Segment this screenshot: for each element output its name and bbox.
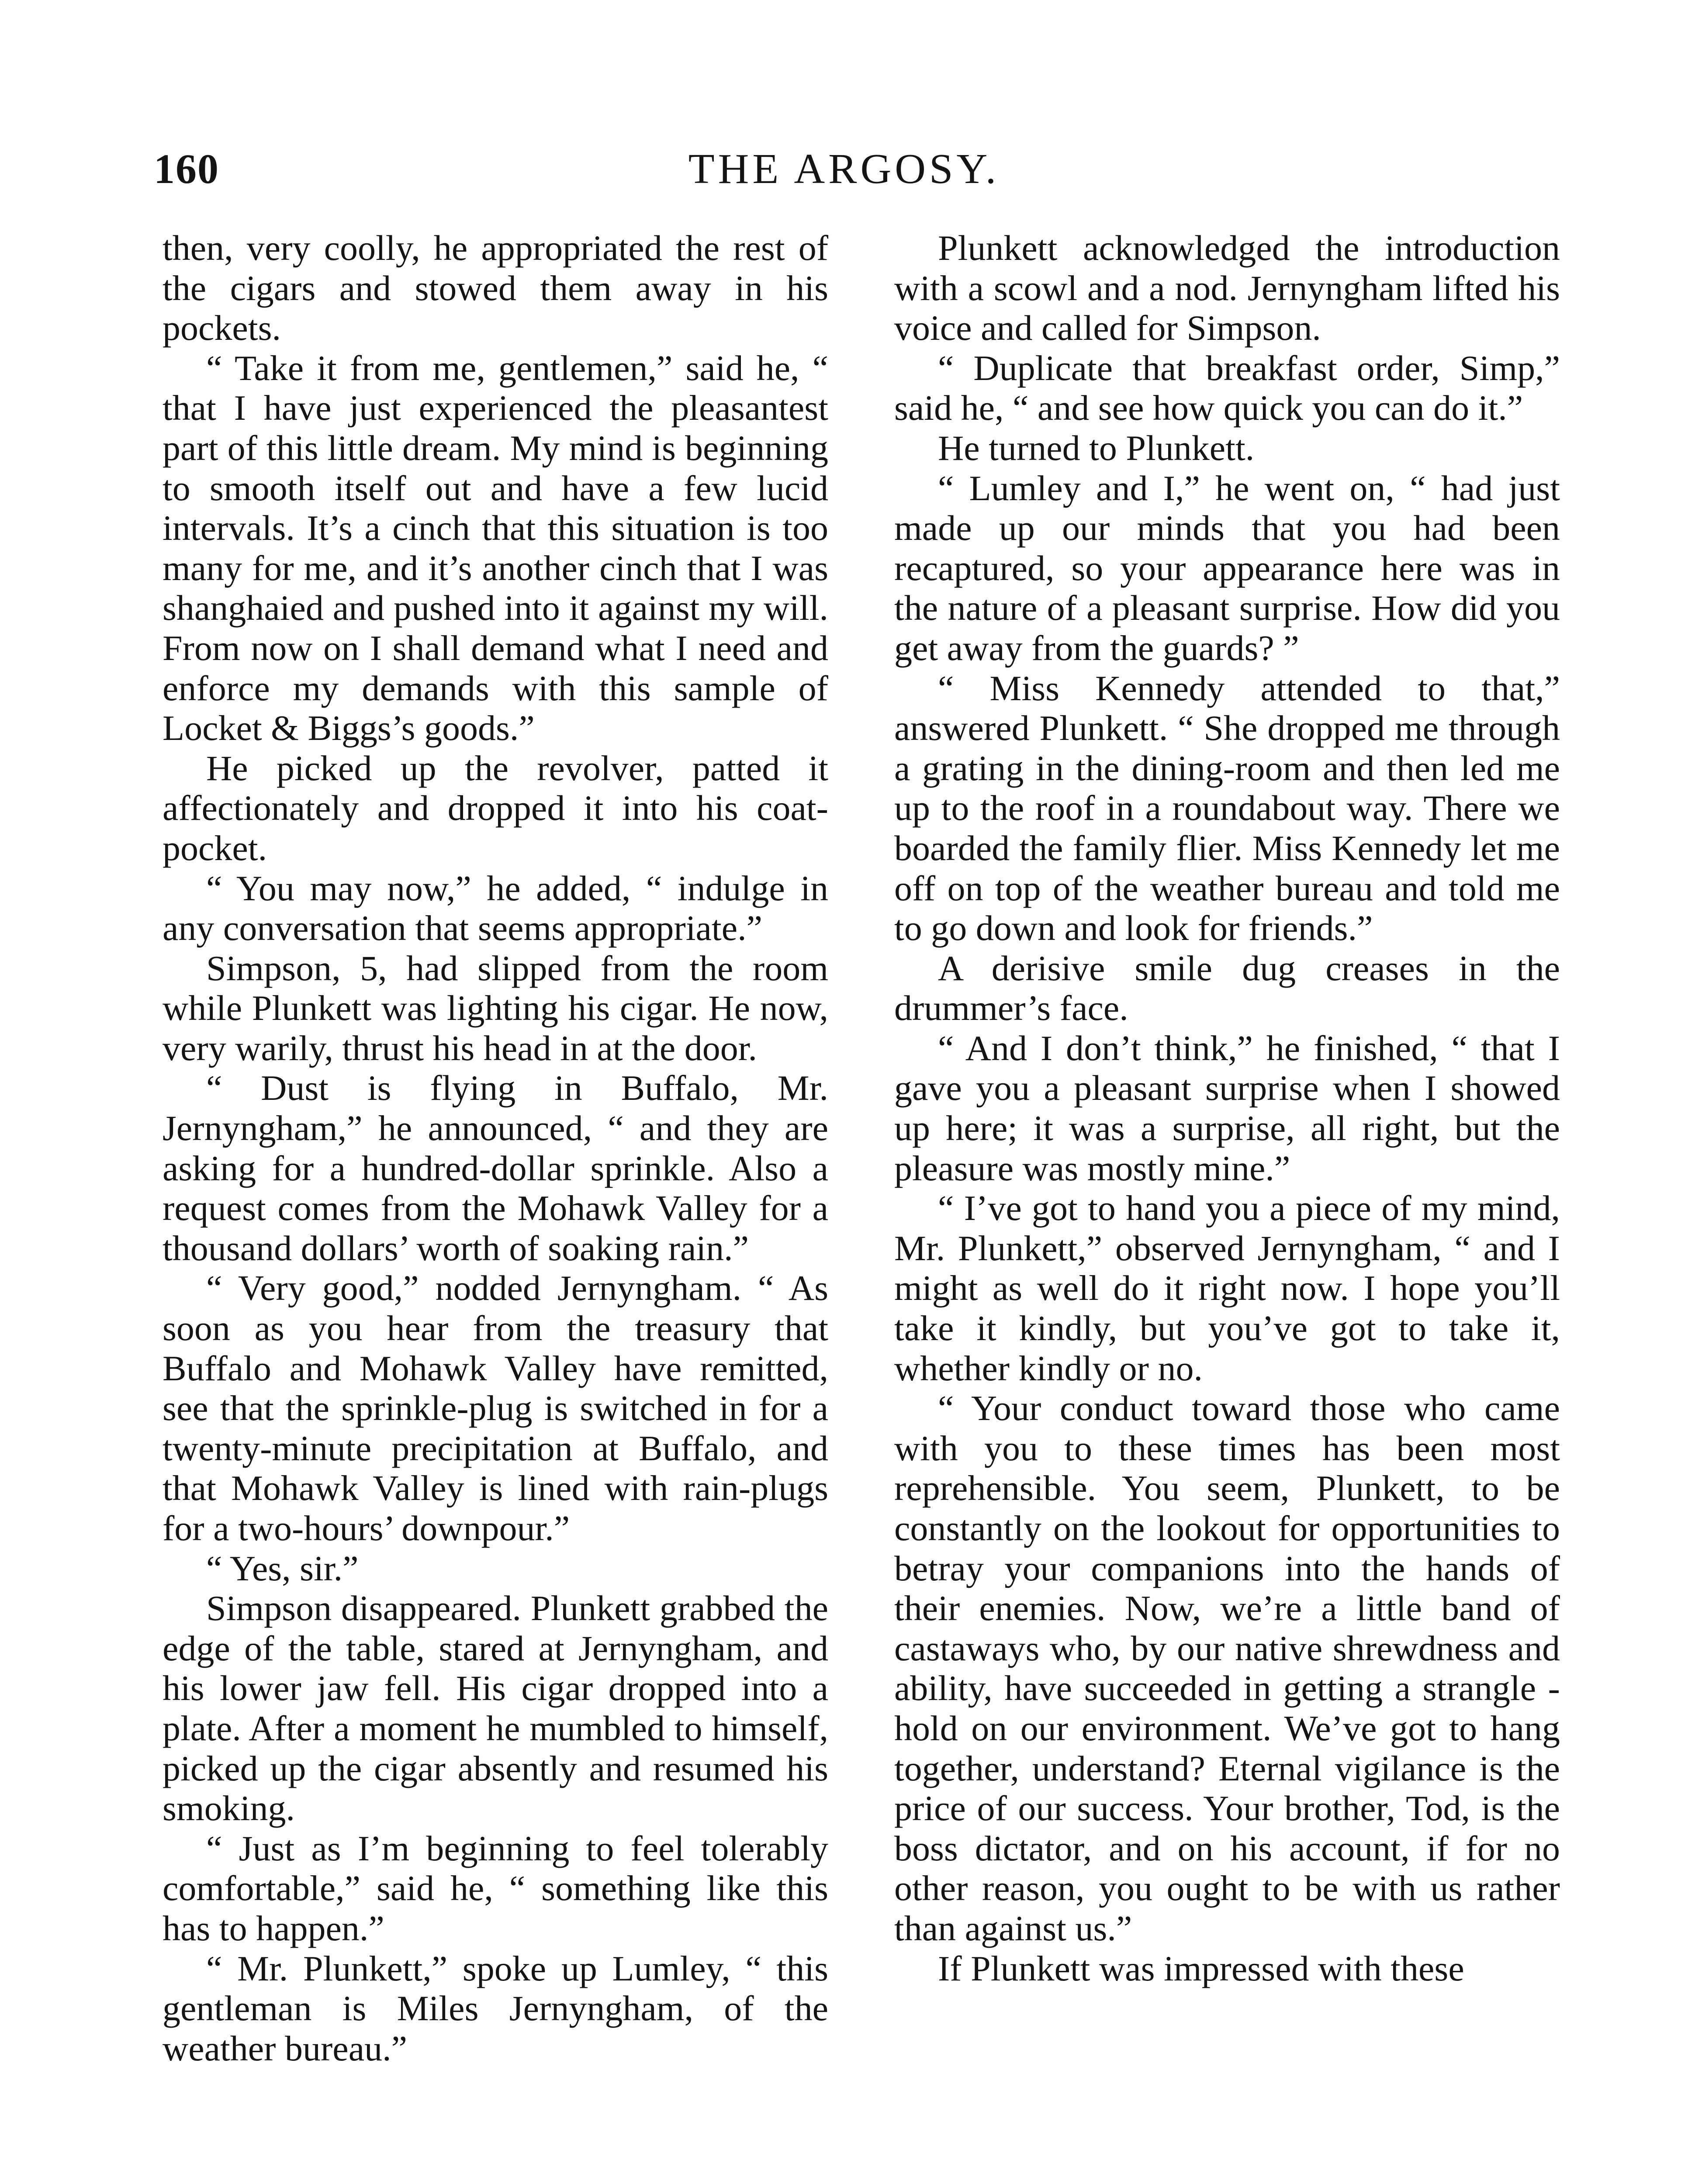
paragraph: then, very coolly, he appropriated the rest of the cigars and stowed them away in his pockets.	[163, 228, 828, 348]
paragraph: “ Mr. Plunkett,” spoke up Lumley, “ this gentleman is Miles Jernyngham, of the weather bureau.”	[163, 1948, 828, 2068]
paragraph: “ Just as I’m beginning to feel tolerably comfortable,” said he, “ something like this has to happen.”	[163, 1828, 828, 1948]
paragraph: A derisive smile dug creases in the drummer’s face.	[894, 948, 1560, 1028]
right-column	[894, 228, 1560, 1988]
paragraph: He turned to Plunkett.	[938, 428, 1255, 468]
page-number: 160	[154, 145, 219, 192]
page-header	[0, 141, 1688, 197]
paragraph: “ Miss Kennedy attended to that,” answered Plunkett. “ She dropped me through a grating in the dining-room and then led me up to the roof in a roundabout way. There we boarded the family flier. Miss Kennedy let me off on top of the weather bureau and told me to go down and look for friends.”	[894, 668, 1560, 948]
paragraph: “ Dust is flying in Buffalo, Mr. Jernyngham,” he announced, “ and they are asking for a hundred-dollar sprinkle. Also a request comes from the Mohawk Valley for a thousand dollars’ worth of soaking rain.”	[163, 1068, 828, 1268]
paragraph: Simpson disappeared. Plunkett grabbed the edge of the table, stared at Jernyngham, and his lower jaw fell. His cigar dropped into a plate. After a moment he mumbled to himself, picked up the cigar absently and resumed his smoking.	[163, 1588, 828, 1828]
paragraph: “ Yes, sir.”	[206, 1548, 359, 1588]
running-head: THE ARGOSY.	[688, 145, 1000, 193]
paragraph: If Plunkett was impressed with these	[938, 1948, 1464, 1988]
paragraph: “ I’ve got to hand you a piece of my mind, Mr. Plunkett,” observed Jernyngham, “ and I might as well do it right now. I hope you’ll take it kindly, but you’ve got to take it, whether kindly or no.	[894, 1188, 1560, 1388]
paragraph: “ Duplicate that breakfast order, Simp,” said he, “ and see how quick you can do it.”	[894, 348, 1560, 428]
left-column	[163, 228, 828, 2068]
paragraph: “ Very good,” nodded Jernyngham. “ As soon as you hear from the treasury that Buffalo and Mohawk Valley have remitted, see that the sprinkle-plug is switched in for a twenty-minute precipitation at Buffalo, and that Mohawk Valley is lined with rain-plugs for a two-hours’ downpour.”	[163, 1268, 828, 1548]
paragraph: “ And I don’t think,” he finished, “ that I gave you a pleasant surprise when I showed up here; it was a surprise, all right, but the pleasure was mostly mine.”	[894, 1028, 1560, 1188]
paragraph: “ Lumley and I,” he went on, “ had just made up our minds that you had been recaptured, so your appearance here was in the nature of a pleasant surprise. How did you get away from the guards? ”	[894, 468, 1560, 668]
paragraph: “ You may now,” he added, “ indulge in any conversation that seems appropriate.”	[163, 868, 828, 948]
paragraph: He picked up the revolver, patted it affectionately and dropped it into his coat-pocket.	[163, 748, 828, 868]
paragraph: Simpson, 5, had slipped from the room while Plunkett was lighting his cigar. He now, very warily, thrust his head in at the door.	[163, 948, 828, 1068]
paragraph: “ Your conduct toward those who came with you to these times has been most reprehensible. You seem, Plunkett, to be constantly on the lookout for opportunities to betray your companions into the hands of their enemies. Now, we’re a little band of castaways who, by our native shrewdness and ability, have succeeded in getting a strangle - hold on our environment. We’ve got to hang together, understand? Eternal vigilance is the price of our success. Your brother, Tod, is the boss dictator, and on his account, if for no other reason, you ought to be with us rather than against us.”	[894, 1388, 1560, 1948]
paragraph: Plunkett acknowledged the introduction with a scowl and a nod. Jernyngham lifted his voice and called for Simpson.	[894, 228, 1560, 348]
paragraph: “ Take it from me, gentlemen,” said he, “ that I have just experienced the pleasantest part of this little dream. My mind is beginning to smooth itself out and have a few lucid intervals. It’s a cinch that this situation is too many for me, and it’s another cinch that I was shanghaied and pushed into it against my will. From now on I shall demand what I need and enforce my demands with this sample of Locket & Biggs’s goods.”	[163, 348, 828, 748]
